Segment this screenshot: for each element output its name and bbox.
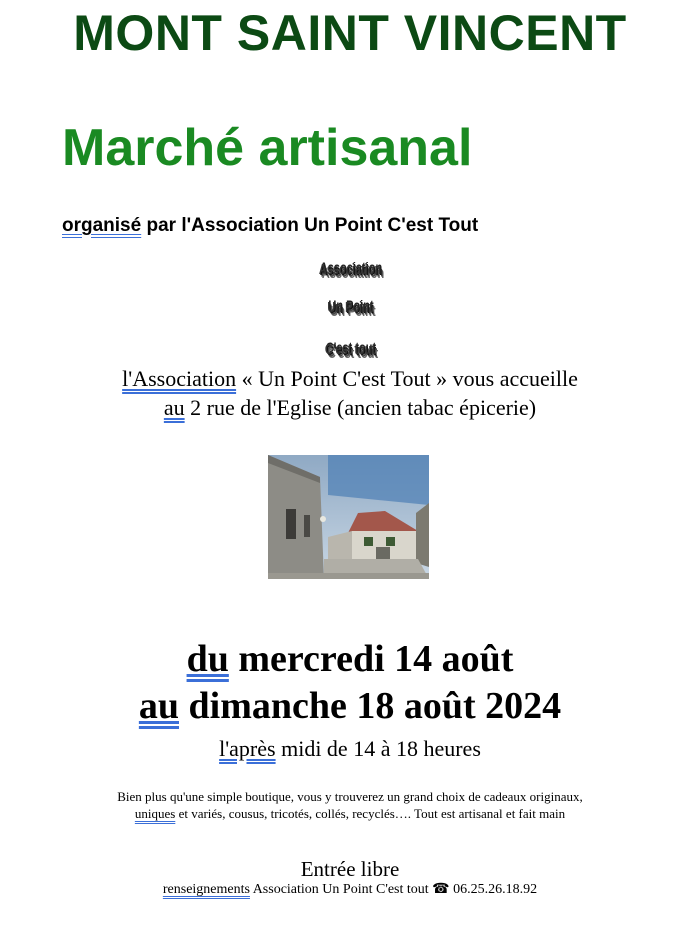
dates-line-1-rest: mercredi 14 août [228,638,514,680]
dates-line-2 [0,683,700,730]
organizer-line [62,215,478,237]
street-photo [268,455,429,579]
association-logo [0,260,700,278]
street-photo-icon [268,455,429,579]
phone-number: 06.25.26.18.92 [449,882,538,897]
town-name: MONT SAINT VINCENT [73,5,627,61]
description [0,788,700,822]
dates-line-1 [0,636,700,683]
description-line-2-rest: et variés, cousus, tricotés, collés, recyclés…. Tout est artisanal et fait main [175,806,566,821]
association-logo-line-3-wrap [0,340,700,358]
contact-label: renseignements [162,882,250,897]
welcome-line-1-underlined: l'Association [122,366,237,391]
phone-icon: ☎ [432,882,450,897]
logo-line-1: Association [318,262,382,278]
hours-underlined: l'après [219,736,276,761]
event-title: Marché artisanal [62,119,473,177]
opening-hours [0,736,700,762]
event-dates [0,636,700,730]
description-line-2-underlined: uniques [134,806,176,821]
welcome-line-2-rest: 2 rue de l'Eglise (ancien tabac épicerie) [184,395,537,420]
logo-line-3: C'est tout [324,342,376,358]
welcome-line-1-rest: « Un Point C'est Tout » vous accueille [236,366,578,391]
welcome-line-1 [0,364,700,393]
welcome-line-2-underlined: au [163,395,185,420]
organizer-prefix: organisé [62,215,142,236]
dates-line-2-rest: dimanche 18 août 2024 [179,685,562,727]
hours-rest: midi de 14 à 18 heures [275,736,481,761]
description-line-1: Bien plus qu'une simple boutique, vous y trouverez un grand choix de cadeaux originaux, [117,789,583,804]
organizer-rest: par l'Association Un Point C'est Tout [141,215,479,236]
association-logo-line-2-wrap [0,298,700,316]
contact-association: Association Un Point C'est tout [249,882,433,897]
dates-line-1-underlined: du [186,638,229,680]
description-line-2 [0,805,700,822]
contact-line [0,881,700,898]
welcome-line-2 [0,393,700,422]
welcome-text [0,364,700,422]
free-entry: Entrée libre [300,857,400,881]
logo-line-2: Un Point [327,300,373,316]
dates-line-2-underlined: au [138,685,179,727]
